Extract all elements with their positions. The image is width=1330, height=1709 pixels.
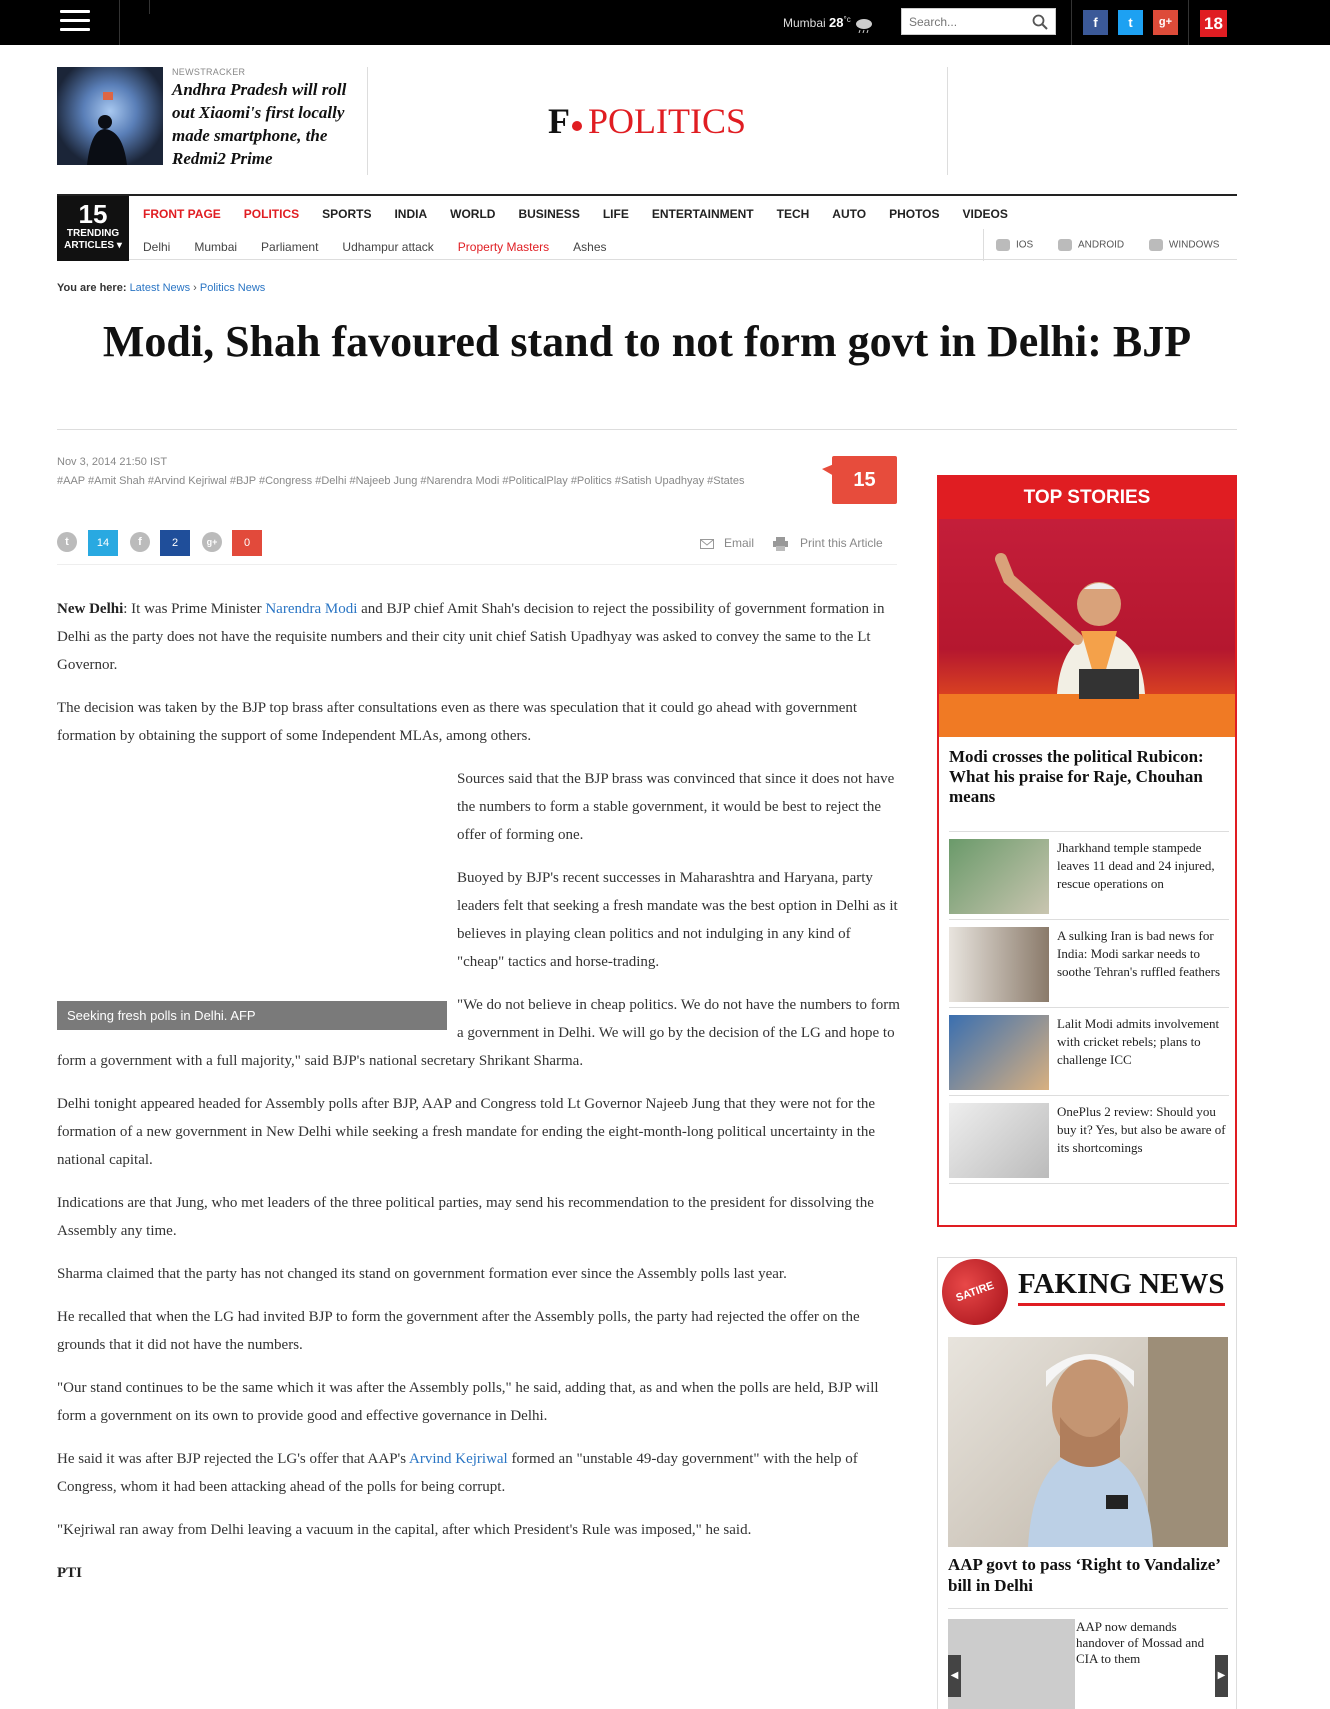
subnav-property-masters[interactable]: Property Masters <box>457 240 550 254</box>
carousel-next-icon[interactable]: ▶ <box>1215 1655 1228 1697</box>
app-android-label: ANDROID <box>1078 239 1125 251</box>
divider <box>149 0 150 14</box>
section-logo[interactable] <box>548 100 746 142</box>
paragraph: The decision was taken by the BJP top brass after consultations even as there was speculation that it could go ahead with government formation by obtaining the support of some Independent MLAs, among others. <box>57 700 858 744</box>
cloud-icon <box>854 15 874 33</box>
paragraph: "Our stand continues to be the same which it was after the Assembly polls," he said, adding that, as and when the polls are held, BJP will form a government on its own to provide good and effective governance in Delhi. <box>57 1380 879 1424</box>
print-article-button[interactable] <box>773 536 883 551</box>
weather-city: Mumbai <box>783 16 826 31</box>
paragraph-text: formed an "unstable 49-day government" with the help of Congress, whom it had been attacking ahead of the polls for being corrupt. <box>57 1451 858 1495</box>
subnav-parliament[interactable]: Parliament <box>261 240 319 254</box>
paragraph-text: and BJP chief Amit Shah's decision to reject the possibility of government formation in Delhi as the party does not have the requisite numbers and their city unit chief Satish Upadhyay was asked to convey the same to the Lt Governor. <box>57 601 885 673</box>
main-navigation <box>57 194 1237 260</box>
top-story-lead-headline[interactable]: Modi crosses the political Rubicon: What his praise for Raje, Chouhan means <box>949 747 1204 806</box>
person-silhouette-image <box>57 67 163 165</box>
article-date: Nov 3, 2014 21:50 IST <box>57 456 168 468</box>
nav-front-page[interactable]: FRONT PAGE <box>143 207 221 221</box>
print-label: Print this Article <box>800 536 883 550</box>
search-icon[interactable] <box>1032 14 1048 30</box>
divider <box>947 67 948 175</box>
twitter-icon[interactable]: t <box>1118 10 1143 35</box>
googleplus-share-count: 0 <box>232 530 262 556</box>
paragraph: Indications are that Jung, who met leaders of the three political parties, may send his recommendation to the president for dissolving the Assembly any time. <box>57 1195 874 1239</box>
breadcrumb-label: You are here: <box>57 282 127 294</box>
googleplus-icon[interactable]: g+ <box>1153 10 1178 35</box>
top-story-thumbnail <box>949 927 1049 1002</box>
top-bar <box>0 0 1330 45</box>
dateline: New Delhi <box>57 601 124 617</box>
nav-politics[interactable]: POLITICS <box>243 207 300 221</box>
paragraph-text: : It was Prime Minister <box>123 601 266 617</box>
top-story-item[interactable] <box>949 831 1229 916</box>
image-caption: Seeking fresh polls in Delhi. AFP <box>57 1001 447 1030</box>
top-story-item[interactable] <box>949 1095 1229 1184</box>
faking-news-item[interactable] <box>948 1608 1228 1709</box>
nav-life[interactable]: LIFE <box>602 207 629 221</box>
top-story-title: OnePlus 2 review: Should you buy it? Yes, but also be aware of its shortcomings <box>1057 1104 1226 1155</box>
link-narendra-modi[interactable]: Narendra Modi <box>265 601 358 617</box>
article-tags[interactable]: #AAP #Amit Shah #Arvind Kejriwal #BJP #Congress #Delhi #Najeeb Jung #Narendra Modi #PoliticalPlay #Politics #Satish Upadhyay #States <box>57 475 745 487</box>
app-ios[interactable] <box>996 239 1033 251</box>
nav-india[interactable]: INDIA <box>394 207 428 221</box>
email-icon <box>700 539 714 549</box>
email-article-button[interactable] <box>700 536 754 550</box>
nav-business[interactable]: BUSINESS <box>518 207 580 221</box>
app-links <box>983 229 1219 261</box>
paragraph: "Kejriwal ran away from Delhi leaving a vacuum in the capital, after which President's Rule was imposed," he said. <box>57 1522 752 1538</box>
logo-dot <box>572 121 582 131</box>
nav-sports[interactable]: SPORTS <box>322 207 372 221</box>
top-story-item[interactable] <box>949 919 1229 1004</box>
weather-unit: °c <box>843 15 851 25</box>
paragraph: Sources said that the BJP brass was convinced that since it does not have the numbers to form a stable government, it would be best to reject the offer of forming one. <box>457 771 895 843</box>
top-story-title: A sulking Iran is bad news for India: Modi sarkar needs to soothe Tehran's ruffled feathers <box>1057 928 1221 979</box>
top-story-image[interactable] <box>939 519 1235 737</box>
top-stories-heading: TOP STORIES <box>939 477 1235 519</box>
subnav-udhampur-attack[interactable]: Udhampur attack <box>342 240 434 254</box>
newstracker-headline[interactable]: Andhra Pradesh will roll out Xiaomi's first locally made smartphone, the Redmi2 Prime <box>172 80 347 168</box>
speaker-rally-image <box>939 519 1235 737</box>
facebook-icon[interactable]: f <box>1083 10 1108 35</box>
article-body <box>57 595 900 1602</box>
nav-tech[interactable]: TECH <box>776 207 810 221</box>
faking-news-panel <box>937 1257 1237 1709</box>
divider <box>1188 0 1189 45</box>
subnav-mumbai[interactable]: Mumbai <box>194 240 238 254</box>
googleplus-share-icon[interactable]: g+ <box>202 532 222 552</box>
nav-entertainment[interactable]: ENTERTAINMENT <box>651 207 754 221</box>
breadcrumb-latest-news[interactable]: Latest News <box>129 282 191 294</box>
weather-widget <box>783 15 874 33</box>
nav-main-menu <box>143 207 1031 221</box>
divider <box>119 0 120 45</box>
nav-photos[interactable]: PHOTOS <box>889 207 940 221</box>
faking-news-lead-headline[interactable]: AAP govt to pass ‘Right to Vandalize’ bill in Delhi <box>948 1555 1220 1595</box>
article-headline: Modi, Shah favoured stand to not form govt in Delhi: BJP <box>102 317 1192 366</box>
trending-label: TRENDING <box>66 228 120 239</box>
carousel-prev-icon[interactable]: ◀ <box>948 1655 961 1697</box>
satire-seal: SATIRE <box>933 1250 1018 1335</box>
newstracker-label: NEWSTRACKER <box>172 67 246 77</box>
top-story-title: Jharkhand temple stampede leaves 11 dead and 24 injured, rescue operations on <box>1057 840 1215 891</box>
search-input[interactable] <box>902 9 1022 34</box>
faking-news-image[interactable] <box>948 1337 1228 1547</box>
comment-count-badge[interactable]: 15 <box>832 456 897 504</box>
twitter-share-count: 14 <box>88 530 118 556</box>
apple-icon <box>996 239 1010 251</box>
app-windows[interactable] <box>1149 239 1220 251</box>
paragraph: Buoyed by BJP's recent successes in Maharashtra and Haryana, party leaders felt that seeking a fresh mandate was the best option in Delhi as it believes in playing clean politics and not indulging in any kind of "cheap" tactics and horse-trading. <box>457 870 898 970</box>
android-icon <box>1058 239 1072 251</box>
menu-icon[interactable] <box>60 10 90 34</box>
faking-news-title: AAP now demands handover of Mossad and CIA to them <box>1076 1619 1205 1666</box>
print-icon <box>773 537 788 551</box>
link-arvind-kejriwal[interactable]: Arvind Kejriwal <box>409 1451 508 1467</box>
article-credit: PTI <box>57 1565 83 1581</box>
trending-count: 15 <box>78 199 108 229</box>
top-story-item[interactable] <box>949 1007 1229 1092</box>
faking-news-thumbnail <box>948 1619 1075 1709</box>
top-story-title: Lalit Modi admits involvement with cricket rebels; plans to challenge ICC <box>1057 1016 1220 1067</box>
top-story-thumbnail <box>949 1103 1049 1178</box>
article-image[interactable] <box>57 775 447 1030</box>
newstracker[interactable] <box>57 67 357 167</box>
twitter-share-icon[interactable]: t <box>57 532 77 552</box>
paragraph <box>57 595 900 679</box>
divider <box>367 67 368 175</box>
app-windows-label: WINDOWS <box>1168 239 1220 251</box>
facebook-share-icon[interactable]: f <box>130 532 150 552</box>
divider <box>57 429 1237 430</box>
nav-videos[interactable]: VIDEOS <box>962 207 1008 221</box>
network18-logo[interactable]: 18 <box>1200 10 1227 37</box>
nav-auto[interactable]: AUTO <box>832 207 867 221</box>
search-box <box>901 8 1056 35</box>
woman-photo-image <box>948 1337 1228 1547</box>
divider <box>1071 0 1072 45</box>
share-bar <box>57 530 897 565</box>
app-android[interactable] <box>1058 239 1124 251</box>
firstpost-logo: F <box>548 101 570 141</box>
email-label: Email <box>724 536 755 550</box>
subnav-ashes[interactable]: Ashes <box>573 240 607 254</box>
breadcrumb-separator: › <box>193 282 197 294</box>
breadcrumb-politics-news[interactable]: Politics News <box>199 282 266 294</box>
paragraph: He recalled that when the LG had invited BJP to form the government after the Assembly polls, the party had rejected the offer on the grounds that it did not have the numbers. <box>57 1309 860 1353</box>
top-story-thumbnail <box>949 839 1049 914</box>
weather-temp: 28 <box>829 15 844 31</box>
paragraph: Sharma claimed that the party has not changed its stand on government formation ever since the Assembly polls last year. <box>57 1266 787 1282</box>
top-stories-panel <box>937 475 1237 1227</box>
section-name: POLITICS <box>588 101 747 141</box>
facebook-share-count: 2 <box>160 530 190 556</box>
windows-icon <box>1149 239 1163 251</box>
top-story-thumbnail <box>949 1015 1049 1090</box>
newstracker-thumbnail[interactable] <box>57 67 163 165</box>
faking-news-logo[interactable]: FAKING NEWS <box>1018 1268 1225 1306</box>
trending-label-2: ARTICLES ▾ <box>64 240 122 251</box>
paragraph-text: He said it was after BJP rejected the LG's offer that AAP's <box>57 1451 409 1467</box>
app-ios-label: IOS <box>1016 239 1034 251</box>
breadcrumb <box>57 282 265 294</box>
nav-sub-menu <box>143 240 631 254</box>
paragraph: Delhi tonight appeared headed for Assembly polls after BJP, AAP and Congress told Lt Governor Najeeb Jung that they were not for the formation of a new government in New Delhi while seeking a fresh mandate for ending the eight-month-long political uncertainty in the national capital. <box>57 1096 876 1168</box>
subnav-delhi[interactable]: Delhi <box>143 240 171 254</box>
trending-articles-button[interactable] <box>57 196 129 261</box>
paragraph: "We do not believe in cheap politics. We do not have the numbers to form a government in Delhi. We will go by the decision of the LG and hope to form a government with a full majority," said BJP's national secretary Shrikant Sharma. <box>57 997 900 1069</box>
paragraph <box>57 1445 900 1501</box>
nav-world[interactable]: WORLD <box>450 207 496 221</box>
